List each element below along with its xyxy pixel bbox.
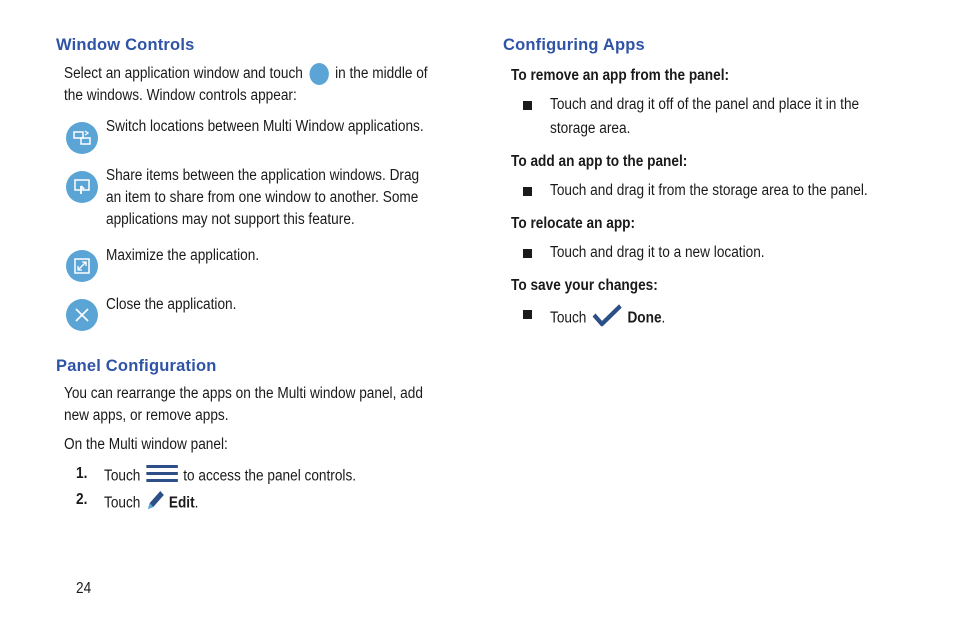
- add-app-title: To add an app to the panel:: [511, 153, 688, 170]
- bullet: [523, 187, 532, 196]
- share-line-2: an item to share from one window to another. Some: [106, 189, 419, 206]
- maximize-icon: [66, 250, 98, 282]
- pencil-icon: [145, 489, 168, 518]
- save-changes-title: To save your changes:: [511, 277, 658, 294]
- switch-windows-icon: [66, 122, 98, 154]
- step-2-number: 2.: [76, 491, 88, 508]
- close-icon: [66, 299, 98, 331]
- step-2: Touch Edit.: [104, 489, 198, 518]
- close-description: Close the application.: [106, 296, 237, 313]
- share-line-1: Share items between the application windows. Drag: [106, 167, 420, 184]
- checkmark-icon: [591, 303, 623, 334]
- relocate-app-title: To relocate an app:: [511, 215, 636, 232]
- panel-configuration-heading: Panel Configuration: [56, 357, 217, 375]
- configuring-apps-heading: Configuring Apps: [503, 36, 645, 54]
- intro-line-1: Select an application window and touch in the middle of: [64, 63, 428, 85]
- remove-app-line-1: Touch and drag it off of the panel and place it in the: [550, 96, 860, 113]
- on-panel-text: On the Multi window panel:: [64, 436, 228, 453]
- remove-app-title: To remove an app from the panel:: [511, 67, 730, 84]
- panel-para-line-1: You can rearrange the apps on the Multi window panel, add: [64, 385, 423, 402]
- bullet: [523, 310, 532, 319]
- share-line-3: applications may not support this feature.: [106, 211, 355, 228]
- maximize-description: Maximize the application.: [106, 247, 260, 264]
- switch-description: Switch locations between Multi Window applications.: [106, 118, 424, 135]
- share-items-icon: [66, 171, 98, 203]
- window-controls-heading: Window Controls: [56, 36, 195, 54]
- panel-para-line-2: new apps, or remove apps.: [64, 407, 229, 424]
- relocate-app-line-1: Touch and drag it to a new location.: [550, 244, 765, 261]
- step-1: Touch to access the panel controls.: [104, 463, 356, 490]
- bullet: [523, 101, 532, 110]
- step-1-number: 1.: [76, 465, 88, 482]
- page-number: 24: [76, 580, 92, 597]
- add-app-line-1: Touch and drag it from the storage area to the panel.: [550, 182, 868, 199]
- menu-icon: [146, 463, 178, 490]
- window-controls-dot-icon: [309, 63, 328, 85]
- intro-line-2: the windows. Window controls appear:: [64, 87, 297, 104]
- save-changes-line: Touch Done.: [550, 303, 665, 334]
- bullet: [523, 249, 532, 258]
- remove-app-line-2: storage area.: [550, 120, 631, 137]
